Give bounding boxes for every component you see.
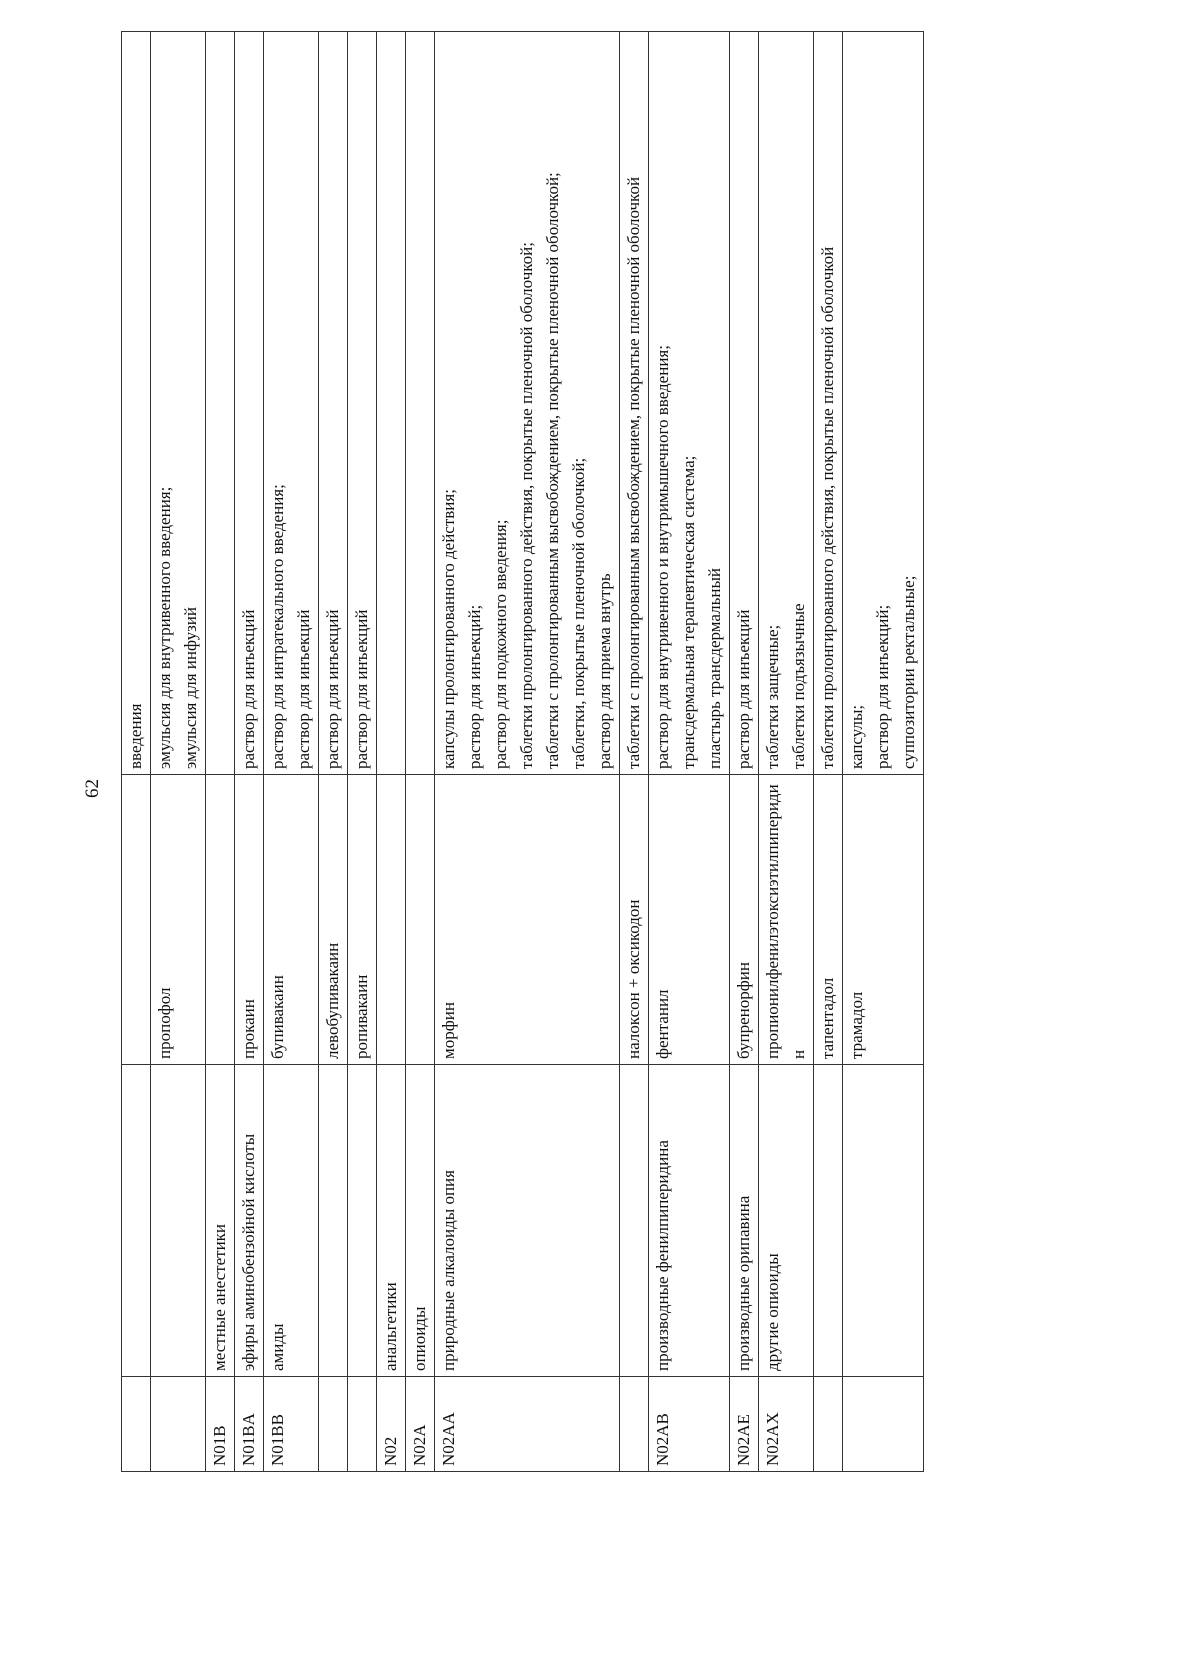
dosage-form-cell (206, 32, 235, 775)
atc-code-cell: N01BA (235, 1377, 264, 1472)
group-name-cell: эфиры аминобензойной кислоты (235, 1065, 264, 1377)
drug-table-body (122, 32, 924, 1472)
atc-code-cell (843, 1377, 924, 1472)
dosage-form-line: суппозитории ректальные; (899, 575, 918, 769)
table-row (151, 32, 206, 1472)
dosage-form-line: таблетки подъязычные (789, 603, 808, 769)
dosage-form-line: таблетки пролонгированного действия, покрытые пленочной оболочкой (818, 246, 837, 769)
table-row (235, 32, 264, 1472)
atc-code-cell (814, 1377, 843, 1472)
table-row (814, 32, 843, 1472)
atc-code-cell: N02A (406, 1377, 435, 1472)
dosage-form-cell (649, 32, 730, 775)
table-row (122, 32, 151, 1472)
drug-name-cell: бупренорфин (730, 775, 759, 1065)
drug-name-cell (206, 775, 235, 1065)
rotated-table-container (121, 32, 924, 1472)
dosage-form-line: раствор для приема внутрь (595, 573, 614, 769)
dosage-form-line: раствор для инъекций (734, 609, 753, 769)
table-row (620, 32, 649, 1472)
drug-name-cell: левобупивакаин (319, 775, 348, 1065)
group-name-cell: опиоиды (406, 1065, 435, 1377)
atc-code-cell (151, 1377, 206, 1472)
dosage-form-cell (814, 32, 843, 775)
drug-name-cell: пропионилфенилэтоксиэтилпиперидин (759, 775, 814, 1065)
table-row (406, 32, 435, 1472)
drug-name-cell (406, 775, 435, 1065)
dosage-form-cell (843, 32, 924, 775)
atc-code-cell: N02AX (759, 1377, 814, 1472)
group-name-cell: природные алкалоиды опия (435, 1065, 620, 1377)
drug-name-cell: налоксон + оксикодон (620, 775, 649, 1065)
dosage-form-line: раствор для инъекций (352, 609, 371, 769)
dosage-form-cell (235, 32, 264, 775)
group-name-cell (122, 1065, 151, 1377)
drug-table (121, 31, 924, 1472)
dosage-form-cell (759, 32, 814, 775)
dosage-form-line: капсулы; (847, 704, 866, 769)
group-name-cell: другие опиоиды (759, 1065, 814, 1377)
dosage-form-line: раствор для подкожного введения; (491, 519, 510, 769)
group-name-cell: анальгетики (377, 1065, 406, 1377)
dosage-form-line: таблетки защечные; (763, 624, 782, 769)
dosage-form-line: капсулы пролонгированного действия; (439, 489, 458, 769)
dosage-form-line: раствор для инъекций (239, 609, 258, 769)
group-name-cell (319, 1065, 348, 1377)
table-row (759, 32, 814, 1472)
table-row (435, 32, 620, 1472)
drug-name-cell (377, 775, 406, 1065)
dosage-form-line: эмульсия для инфузий (181, 606, 200, 769)
dosage-form-line: таблетки пролонгированного действия, покрытые пленочной оболочкой; (517, 242, 536, 769)
dosage-form-cell (730, 32, 759, 775)
dosage-form-line: введения (126, 703, 145, 769)
dosage-form-cell (122, 32, 151, 775)
table-row (843, 32, 924, 1472)
group-name-cell (620, 1065, 649, 1377)
drug-name-cell: тапентадол (814, 775, 843, 1065)
atc-code-cell: N02AE (730, 1377, 759, 1472)
dosage-form-cell (435, 32, 620, 775)
dosage-form-line: раствор для инъекций; (465, 604, 484, 769)
group-name-cell: местные анестетики (206, 1065, 235, 1377)
dosage-form-line: раствор для внутривенного и внутримышечного введения; (653, 345, 672, 769)
dosage-form-line: раствор для инъекций (323, 609, 342, 769)
table-row (377, 32, 406, 1472)
dosage-form-cell (319, 32, 348, 775)
atc-code-cell (122, 1377, 151, 1472)
group-name-cell: производные орипавина (730, 1065, 759, 1377)
dosage-form-cell (377, 32, 406, 775)
dosage-form-cell (151, 32, 206, 775)
group-name-cell (151, 1065, 206, 1377)
dosage-form-cell (264, 32, 319, 775)
dosage-form-line: раствор для инъекций; (873, 604, 892, 769)
dosage-form-cell (620, 32, 649, 775)
atc-code-cell (319, 1377, 348, 1472)
drug-name-cell: прокаин (235, 775, 264, 1065)
dosage-form-line: эмульсия для внутривенного введения; (155, 486, 174, 769)
group-name-cell (843, 1065, 924, 1377)
atc-code-cell: N02AB (649, 1377, 730, 1472)
dosage-form-cell (348, 32, 377, 775)
atc-code-cell: N02AA (435, 1377, 620, 1472)
atc-code-cell: N02 (377, 1377, 406, 1472)
table-row (649, 32, 730, 1472)
dosage-form-line: таблетки с пролонгированным высвобождением, покрытые пленочной оболочкой (624, 176, 643, 769)
table-row (730, 32, 759, 1472)
table-row (348, 32, 377, 1472)
group-name-cell: амиды (264, 1065, 319, 1377)
dosage-form-line: таблетки, покрытые пленочной оболочкой; (569, 457, 588, 769)
dosage-form-line: пластырь трансдермальный (705, 568, 724, 769)
table-row (264, 32, 319, 1472)
dosage-form-line: раствор для инъекций (294, 609, 313, 769)
drug-name-cell: морфин (435, 775, 620, 1065)
atc-code-cell: N01B (206, 1377, 235, 1472)
dosage-form-cell (406, 32, 435, 775)
dosage-form-line: трансдермальная терапевтическая система; (679, 455, 698, 769)
drug-name-cell: ропивакаин (348, 775, 377, 1065)
drug-name-cell (122, 775, 151, 1065)
drug-name-cell: бупивакаин (264, 775, 319, 1065)
dosage-form-line: раствор для интратекального введения; (268, 484, 287, 769)
atc-code-cell: N01BB (264, 1377, 319, 1472)
table-row (319, 32, 348, 1472)
page-number: 62 (82, 779, 103, 798)
drug-name-cell: фентанил (649, 775, 730, 1065)
table-row (206, 32, 235, 1472)
drug-name-cell: трамадол (843, 775, 924, 1065)
group-name-cell (348, 1065, 377, 1377)
atc-code-cell (620, 1377, 649, 1472)
drug-name-cell: пропофол (151, 775, 206, 1065)
group-name-cell (814, 1065, 843, 1377)
group-name-cell: производные фенилпиперидина (649, 1065, 730, 1377)
dosage-form-line: таблетки с пролонгированным высвобождением, покрытые пленочной оболочкой; (543, 172, 562, 769)
atc-code-cell (348, 1377, 377, 1472)
